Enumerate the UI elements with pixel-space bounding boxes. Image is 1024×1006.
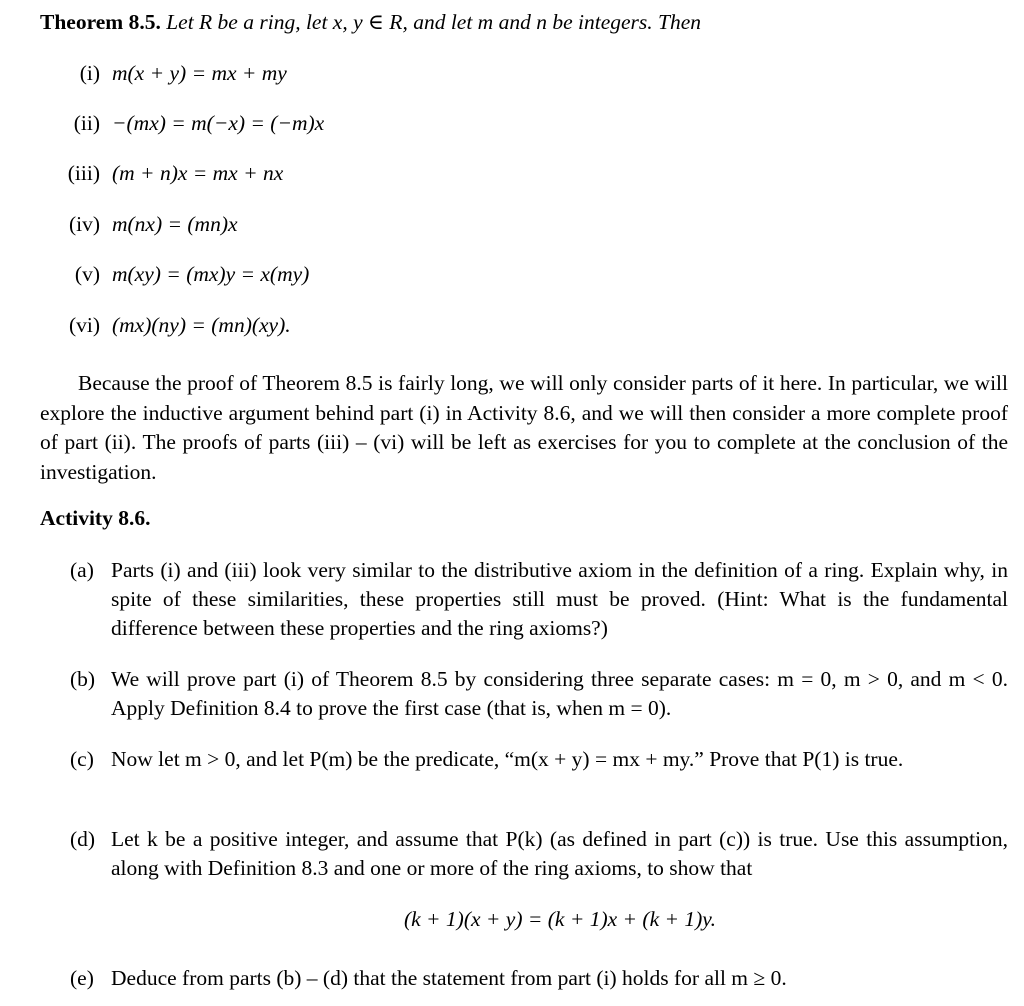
item-text: Let k be a positive integer, and assume that P(k) (as defined in part (c)) is true. Use this assumption, along with Definition 8.3 and one or more of the ring axioms, to show that [111, 827, 1008, 880]
display-equation [0, 904, 1024, 934]
item-label: (d) [70, 827, 96, 851]
proof-overview-paragraph: Because the proof of Theorem 8.5 is fairly long, we will only consider parts of it here. In particular, we will explore the inductive argument behind part (i) in Activity 8.6, and we will then consider a more complete proof of part (ii). The proofs of parts (iii) – (vi) will be left as exercises for you to complete at the conclusion of the investigation. [40, 371, 1008, 484]
item-text: We will prove part (i) of Theorem 8.5 by considering three separate cases: m = 0, m > 0, and m < 0. Apply Definition 8.4 to prove the first case (that is, when m = 0). [111, 667, 1008, 720]
part-number: (vi) [68, 313, 100, 337]
item-text: Parts (i) and (iii) look very similar to the distributive axiom in the definition of a ring. Explain why, in spite of these similarities, these properties still must be proved. (Hint: What is the fundamental difference between these properties and the ring axioms?) [111, 558, 1008, 640]
item-label: (c) [70, 747, 94, 771]
part-expression: m(x + y) = mx + my [112, 61, 287, 85]
theorem-heading [40, 7, 1000, 37]
item-label: (e) [70, 966, 94, 990]
part-expression: m(nx) = (mn)x [112, 212, 238, 236]
item-text: Deduce from parts (b) – (d) that the statement from part (i) holds for all m ≥ 0. [111, 966, 787, 990]
theorem-statement: Let R be a ring, let x, y ∈ R, and let m and n be integers. Then [166, 10, 702, 34]
part-expression: (m + n)x = mx + nx [112, 161, 284, 185]
theorem-label: Theorem 8.5. [40, 10, 161, 34]
item-label: (a) [70, 558, 94, 582]
activity-heading: Activity 8.6. [40, 506, 151, 530]
item-label: (b) [70, 667, 96, 691]
equation-text: (k + 1)(x + y) = (k + 1)x + (k + 1)y. [403, 907, 717, 931]
part-number: (v) [74, 262, 100, 286]
part-number: (i) [79, 61, 100, 85]
part-expression: (mx)(ny) = (mn)(xy). [112, 313, 291, 337]
part-expression: −(mx) = m(−x) = (−m)x [112, 111, 325, 135]
part-number: (iii) [67, 161, 100, 185]
part-number: (iv) [68, 212, 100, 236]
item-text: Now let m > 0, and let P(m) be the predicate, “m(x + y) = mx + my.” Prove that P(1) is true. [111, 747, 904, 771]
part-number: (ii) [73, 111, 100, 135]
part-expression: m(xy) = (mx)y = x(my) [112, 262, 310, 286]
